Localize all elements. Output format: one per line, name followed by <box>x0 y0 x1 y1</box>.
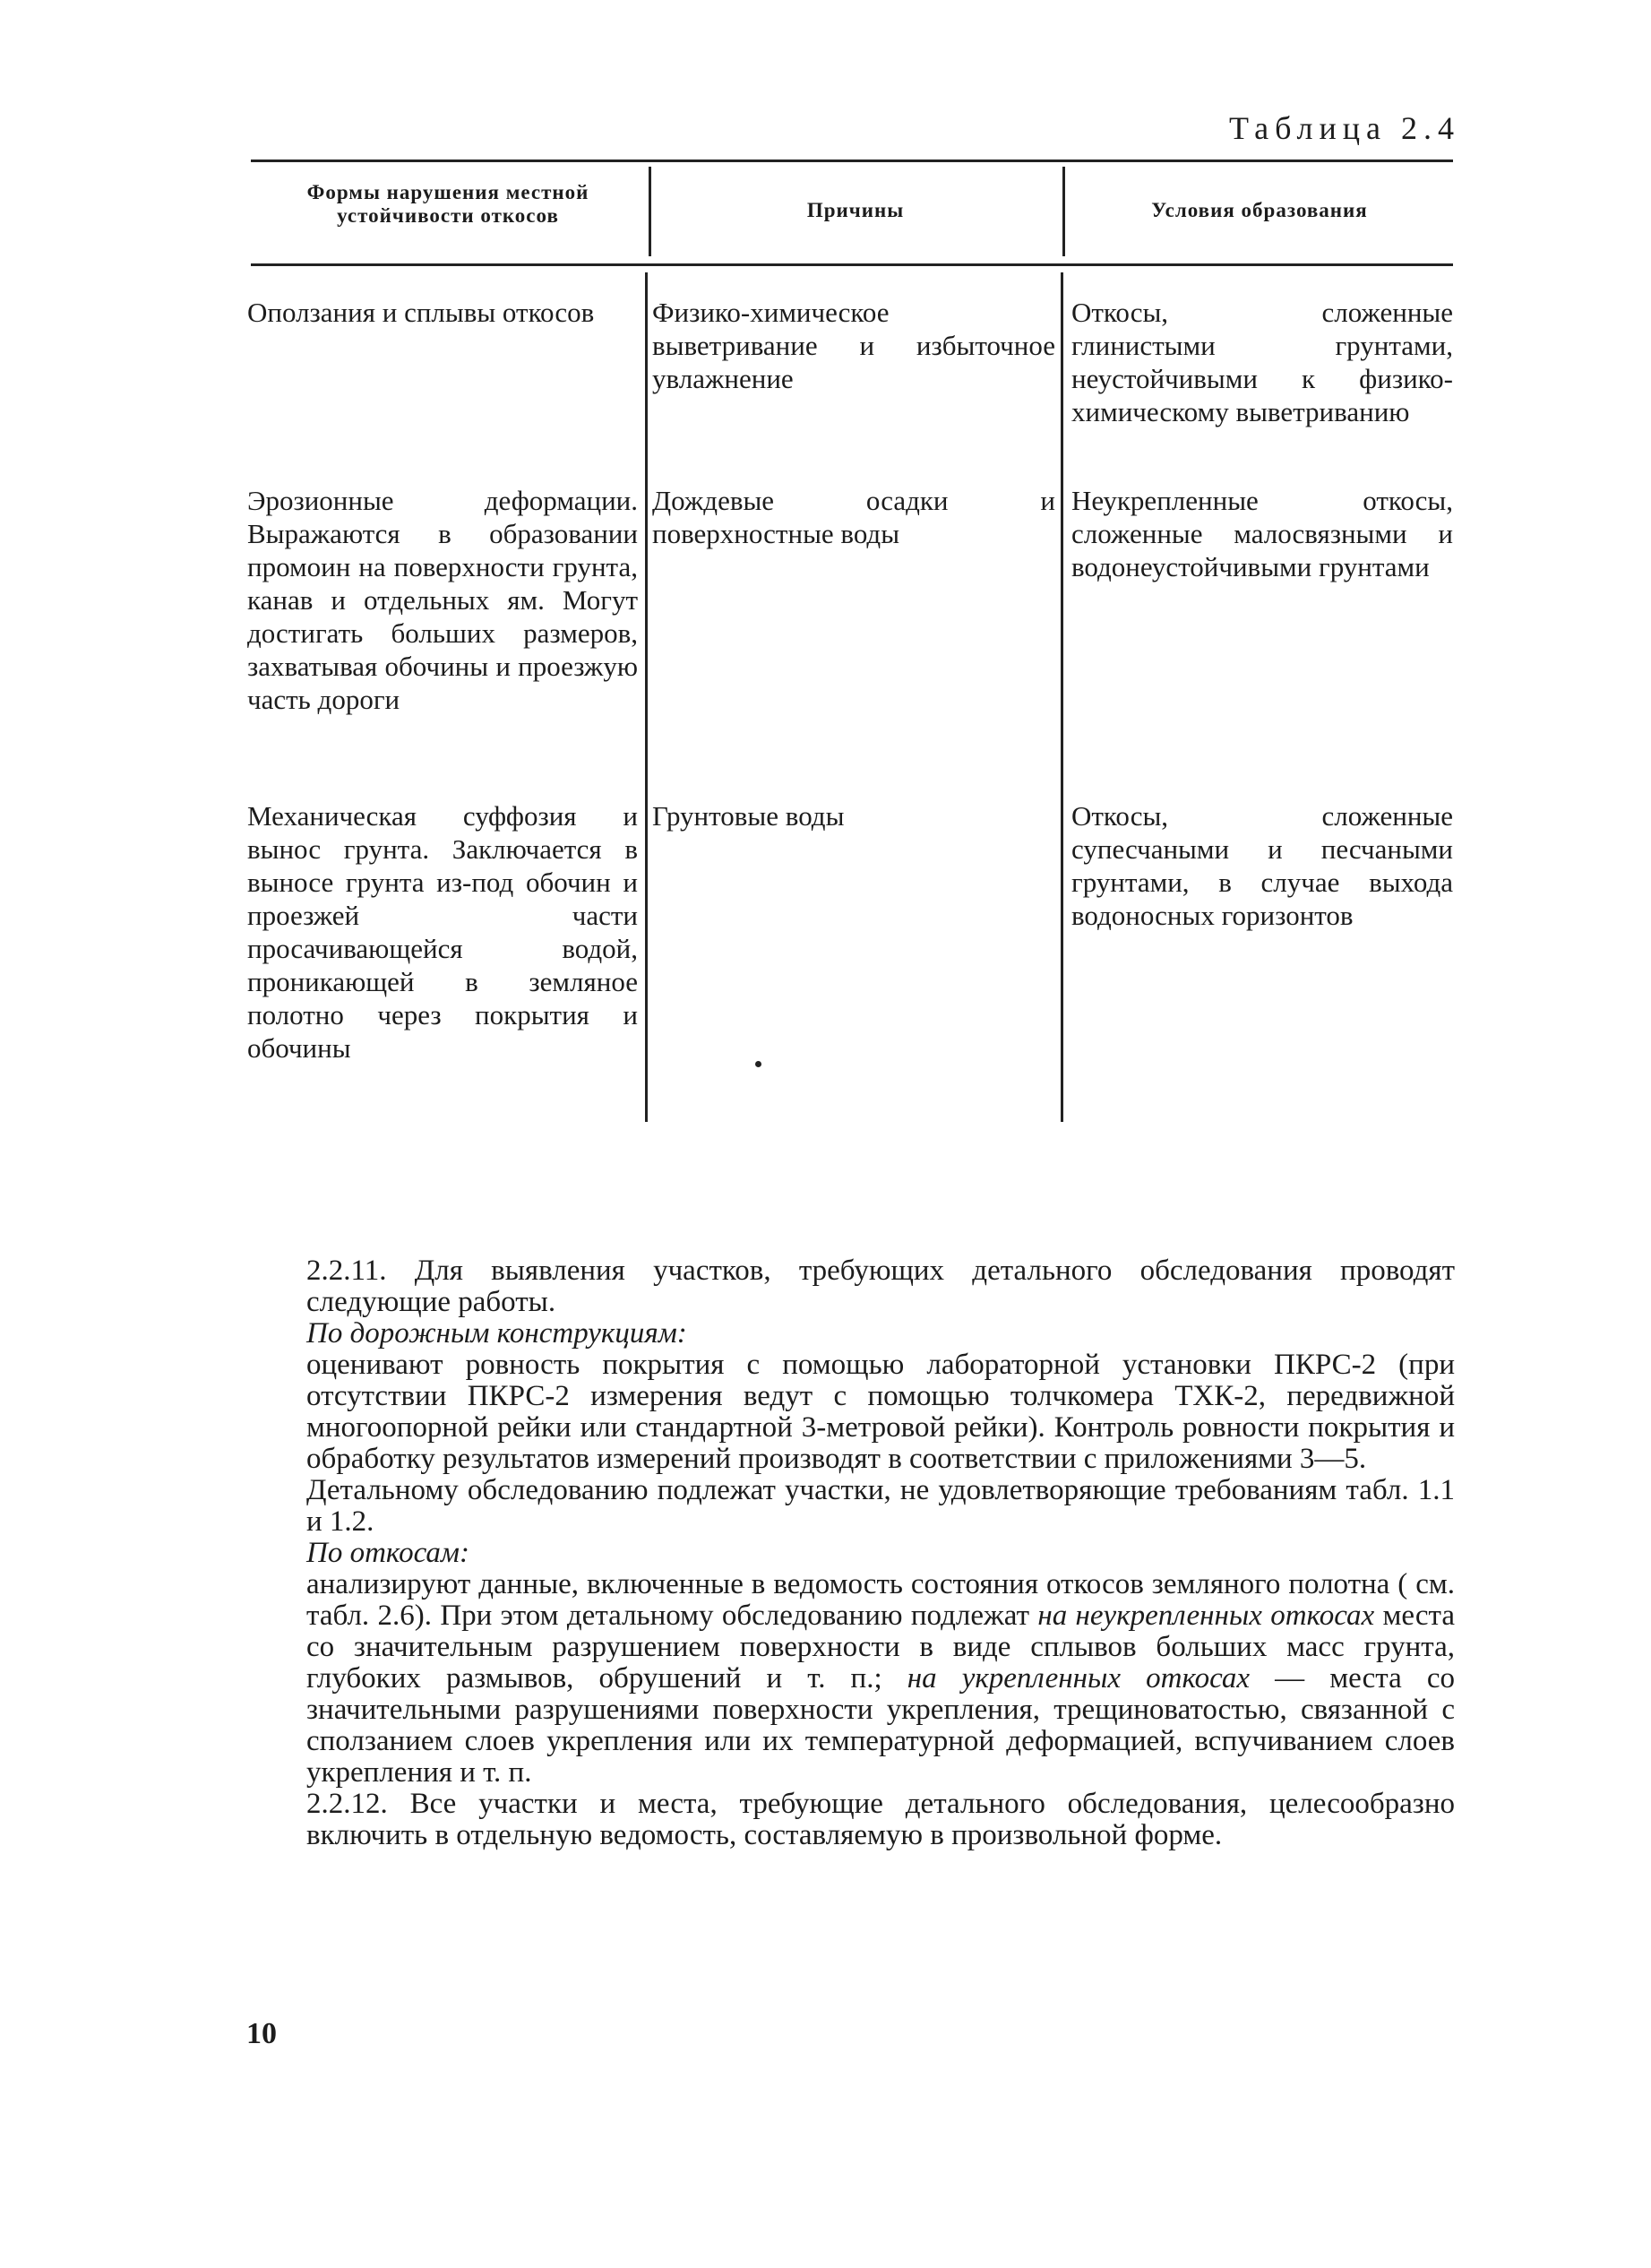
header-divider-2 <box>1062 167 1065 256</box>
row1-form: Оползания и сплывы откосов <box>247 297 595 328</box>
print-dot <box>755 1061 761 1067</box>
body-text <box>306 1255 1455 1851</box>
slopes-text-c: — места со значительными разрушениями поверхности укрепления, трещиноватостью, связанной с сползанием слоев укрепления или их температурной деформацией, вспучиванием слоев укрепления и т. п. <box>306 1662 1455 1789</box>
paragraph-evenness: оценивают ровность покрытия с помощью лабораторной установки ПКРС-2 (при отсутствии ПКРС-2 измерения ведут с помощью толчкомера ТХК-2, передвижной многоопорной рейки или стандартной 3-метровой рейки). Контроль ровности покрытия и обработку результатов измерений производят в соответствии с приложениями 3—5. <box>306 1349 1455 1475</box>
slopes-text-a: анализируют данные, включенные в ведомость состояния откосов земляного полотна ( см. табл. 2.6). При этом детальному обследованию подлежат <box>306 1568 1455 1632</box>
row3-cause: Грунтовые воды <box>652 800 845 832</box>
header-causes: Причины <box>806 199 905 221</box>
body-divider-2 <box>1061 272 1063 1122</box>
slopes-text-b: места со значительным разрушением поверхности в виде сплывов больших масс грунта, глубоких размывов, обрушений и т. п.; <box>306 1600 1455 1695</box>
row1-cause: Физико-химическое выветривание и избыточное увлажнение <box>652 297 1055 394</box>
heading-slopes: По откосам: <box>306 1537 469 1569</box>
table-top-rule <box>251 160 1453 162</box>
row2-conditions: Неукрепленные откосы, сложенные малосвязными и водонеустойчивыми грунтами <box>1071 485 1453 582</box>
paragraph-slopes-analysis <box>306 1569 1455 1789</box>
page-number: 10 <box>246 2017 277 2050</box>
paragraph-2-2-11: 2.2.11. Для выявления участков, требующих детального обследования проводят следующие работы. <box>306 1255 1455 1318</box>
paragraph-detailed-survey: Детальному обследованию подлежат участки, не удовлетворяющие требованиям табл. 1.1 и 1.2. <box>306 1474 1455 1538</box>
slopes-reinforced-italic: на укрепленных откосах <box>907 1662 1251 1695</box>
header-forms: Формы нарушения местной устойчивости откосов <box>306 181 589 227</box>
row3-form: Механическая суффозия и вынос грунта. Заключается в выносе грунта из-под обочин и проезжей части просачивающейся водой, проникающей в земляное полотно через покрытия и обочины <box>247 800 638 1064</box>
table-header-rule <box>251 263 1453 266</box>
row2-cause: Дождевые осадки и поверхностные воды <box>652 485 1055 549</box>
heading-road-structures: По дорожным конструкциям: <box>306 1317 687 1350</box>
header-divider-1 <box>649 167 651 256</box>
row3-conditions: Откосы, сложенные супесчаными и песчаными грунтами, в случае выхода водоносных горизонтов <box>1071 800 1453 931</box>
table-caption: Таблица 2.4 <box>1229 110 1460 146</box>
header-conditions: Условия образования <box>1151 199 1368 221</box>
paragraph-2-2-12: 2.2.12. Все участки и места, требующие детального обследования, целесообразно включить в отдельную ведомость, составляемую в произвольной форме. <box>306 1788 1455 1851</box>
slopes-unreinforced-italic: на неукрепленных откосах <box>1037 1600 1375 1632</box>
body-divider-1 <box>645 272 648 1122</box>
row2-form: Эрозионные деформации. Выражаются в образовании промоин на поверхности грунта, канав и отдельных ям. Могут достигать больших размеров, захватывая обочины и проезжую часть дороги <box>247 485 638 715</box>
row1-conditions: Откосы, сложенные глинистыми грунтами, неустойчивыми к физико-химическому выветриванию <box>1071 297 1453 427</box>
